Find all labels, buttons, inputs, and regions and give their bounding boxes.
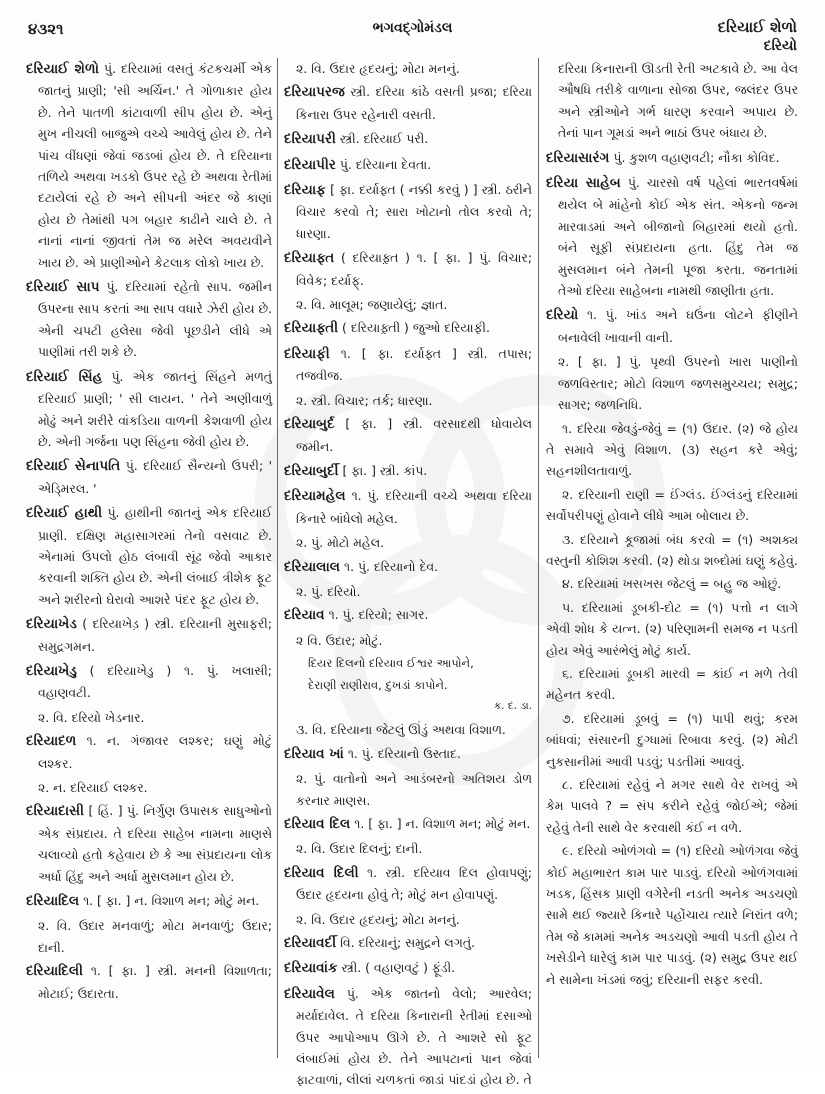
sense: ૨ વિ. ઉદાર; મોટું. — [296, 632, 383, 648]
column-2 — [284, 58, 532, 1094]
dictionary-entry — [546, 147, 798, 169]
dictionary-entry — [26, 960, 272, 1004]
headword: દરિયાબુર્દી — [284, 462, 339, 479]
definition: ૧. પું. દરિયો; સાગર. — [328, 607, 429, 623]
verse-quote: દેરાણી રાણીરાવ, દુખડાં કાપોને. — [308, 677, 448, 692]
definition: પું. ચારસો વર્ષ પહેલાં ભારતવર્ષમાં થયેલ બે માંહેનો કોઈ એક સંત. એકનો જન્મ મારવાડમાં અને બીજાનો બિહારમાં થયો હતો. બંને સૂફી સંપ્રદાયના હતા. હિંદુ તેમ જ મુસલમાન બંને તેમની પૂજા કરતા. જનતામાં તેઓ દરિયા સાહેબના નામથી જાણીતા હતા. — [558, 175, 798, 299]
sense: ૨. વિ. ઉદાર મનવાળું; મોટા મનવાળું; ઉદાર; દાની. — [38, 918, 272, 955]
headword: દરિયાઈ શેળો — [26, 61, 99, 77]
idiom: ૬. દરિયામાં ડૂબકી મારવી = કાંઈ ન મળે તેવી મહેનત કરવી. — [546, 665, 798, 703]
continued-sense: ૨. વિ. ઉદાર હૃદયનું; મોટા મનનું. — [296, 61, 460, 76]
definition: પું. એક જાતનું સિંહને મળતું દરિયાઈ પ્રાણી; ' સી લાયન. ' તેને અણીવાળું મોઢું અને શરીરે વાંકડિયા વાળની કેશવાળી હોય છે. એની ગર્જના પણ સિંહના જેવી હોય છે. — [38, 368, 272, 449]
continued-definition: દરિયા કિનારાની ઊડતી રેતી અટકાવે છે. આ વેલ ઔષધિ તરીકે વાળાના સોજા ઉપર, જલંદર ઉપર અને સ્ત્રીઓને ગર્ભ ધારણ કરવાને અપાય છે. તેનાં પાન ગૂમડાં અને ભાઠાં ઉપર બંધાય છે. — [558, 61, 798, 141]
definition: પું. હાથીની જાતનું એક દરિયાઈ પ્રાણી. દક્ષિણ મહાસાગરમાં તેનો વસવાટ છે. એનામાં ઉપલો હોઠ લંબાવી સૂંઢ જેવો આકાર કરવાની શક્તિ હોય છે. એની લંબાઈ ત્રીશેક ફૂટ અને શરીરનો ઘેરાવો આશરે પંદર ફૂટ હોય છે. — [38, 505, 272, 607]
citation: ક. દ. ડા. — [493, 699, 532, 712]
headword: દરિયાલાલ — [284, 558, 341, 575]
dictionary-entry — [26, 613, 272, 657]
verse-quote: દિયર દિલનો દરિયાવ ઈશ્વર આપોને, — [308, 656, 474, 671]
headword: દરિયાખેડ — [26, 616, 77, 633]
definition: વિ. દરિયાનું; સમુદ્રને લગતું. — [340, 935, 475, 951]
column-divider — [277, 58, 278, 1058]
dictionary-entry — [26, 455, 272, 499]
sense: ૨. વિ. ઉદાર હૃદયનું; મોટા મનનું. — [296, 911, 460, 927]
headword: દરિયાપરી — [284, 131, 336, 148]
sense: ૨. વિ. માલૂમ; જણાયેલું; જ્ઞાત. — [296, 297, 448, 313]
headword: દરિયાફ — [284, 182, 326, 199]
dictionary-entry — [284, 154, 532, 176]
headword: દરિયાપરજ — [284, 84, 345, 101]
definition: ( દરિયાખેડ઼ ) સ્ત્રી. દરિયાની મુસાફરી; સમુદ્રગમન. — [38, 616, 272, 654]
headword: દરિયામહેલ — [284, 488, 346, 505]
definition: ૧. પું. ખાંડ અને ઘઉંના લોટને ફીણીને બનાવેલી ખાવાની વાની. — [558, 307, 798, 345]
headword: દરિયાવ દિલ — [284, 816, 351, 832]
page-number: ૪૩૨૧ — [28, 20, 64, 38]
definition: પું. એક જાતનો વેલો; આરવેલ; મર્યાદાવેલ. તે દરિયા કિનારાની રેતીમાં દસાઓ ઉપર આપોઆપ ઊગે છે. તે આશરે સો ફૂટ લંબાઈમાં હોય છે. તેને આપટાનાં પાન જેવાં ફાટવાળાં, લીલાં ચળકતાં જાડાં પાંદડાં હોય છે. તે — [296, 985, 532, 1088]
definition: [ ફા. દર્યાફ્ત ( નક્કી કરવું ) ] સ્ત્રી. ઠરીને વિચાર કરવો તે; સારા ખોટાનો તોલ કરવો તે; ધારણા. — [296, 182, 532, 241]
headword: દરિયાઈ સેનાપતિ — [26, 458, 121, 475]
idiom: ૨. દરિયાની રાણી = ઈંગ્લંડ. ઈંગ્લંડનું દરિયામાં સર્વોપરીપણું હોવાને લીધે આમ બોલાય છે. — [546, 486, 798, 524]
dictionary-entry — [26, 800, 272, 887]
dictionary-entry — [546, 172, 798, 301]
dictionary-entry — [26, 890, 272, 912]
headword: દરિયાફી — [284, 345, 330, 362]
definition: [ ફા. ] સ્ત્રી. વરસાદથી ધોવાયેલ જમીન. — [296, 416, 532, 454]
dictionary-entry — [284, 128, 532, 150]
definition: ૧. ન. ગંજાવર લશ્કર; ઘણું મોટું લશ્કર. — [38, 733, 272, 771]
definition: ૧. [ ફા. દર્યાફ્ત ] સ્ત્રી. તપાસ; તજવીજ. — [296, 345, 532, 384]
column-1 — [26, 58, 272, 1007]
guide-word-last: દરિયો — [763, 38, 797, 54]
idiom: ૯. દરિયો ઓળંગવો = (૧) દરિયો ઓળંગવા જેવું કોઈ મહાભારત કામ પાર પાડવું. દરિયો ઓળંગવામાં ખડક, હિંસક પ્રાણી વગેરેની નડતી અનેક અડચણો સામે થઈ જ્યારે કિનારે પહોંચાય ત્યારે નિરાંત વળે; તેમ જે કામમાં અનેક અડચણો આવી પડતી હોય તે ખસેડીને ધારેલું કામ પાર પાડવું. (૨) સમુદ્ર ઉપર થઈ ને સામેના ખંડમાં જવું; દરિયાની સફર કરવી. — [546, 843, 798, 987]
dictionary-entry — [284, 485, 532, 529]
headword: દરિયાદિલી — [26, 963, 83, 980]
definition: [ ફા. ] સ્ત્રી. કાંપ. — [342, 462, 428, 478]
sense: ૨. પું. વાતોનો અને આડંબરનો અતિશય ડોળ કરનાર માણસ. — [296, 771, 532, 808]
dictionary-entry — [26, 366, 272, 453]
headword: દરિયાઈ સિંહ — [26, 368, 103, 385]
definition: [ હિં. ] પું. નિર્ગુણ ઉપાસક સાધુઓનો એક સંપ્રદાય. તે દરિયા સાહેબ નામના માણસે ચલાવ્યો હતો કહેવાય છે કે આ સંપ્રદાયના લોક અર્ધા હિંદુ અને અર્ધા મુસલમાન હોય છે. — [38, 803, 272, 884]
dictionary-entry — [284, 957, 532, 979]
definition: ૧. પું. દરિયાનો ઉસ્તાદ. — [347, 745, 461, 761]
headword: દરિયાસારંગ — [546, 149, 610, 166]
idiom: ૩. દરિયાને કૂજામાં બંધ કરવો = (૧) અશક્ય વસ્તુની કોશિશ કરવી. (૨) થોડા શબ્દોમાં ઘણું કહેવું. — [546, 531, 798, 568]
dictionary-entry — [284, 179, 532, 244]
sense: ૨. વિ. ઉદાર દિલનું; દાની. — [296, 841, 423, 857]
dictionary-entry — [546, 304, 798, 348]
headword: દરિયાવ ખાં — [284, 745, 344, 762]
dictionary-entry — [26, 58, 272, 273]
headword: દરિયાવ દિલી — [284, 864, 359, 881]
dictionary-entry — [284, 81, 532, 125]
definition: પું. દરિયામાં વસતું કંટકચર્મી એક જાતનું પ્રાણી; 'સી અર્ચિન.' તે ગોળાકાર હોય છે. તેને પાતળી કાંટાવાળી સીપ હોય છે. એનું મુખ નીચલી બાજુએ વચ્ચે આવેલું હોય છે. તેને પાંચ વીંધણાં જેવાં જડબાં હોય છે. તે દરિયાના તળિયે અથવા ખડકો ઉપર રહે છે અથવા રેતીમાં દટાયેલાં રહે છે અને સીપની અંદર જે કાણાં હોય છે તેમાંથી પગ બહાર કાઢીને ચાલે છે. તે નાનાં નાનાં જીવતાં તેમ જ મરેલ અવયવીને ખાય છે. એ પ્રાણીઓને કેટલાક લોકો ખાય છે. — [38, 61, 272, 270]
dictionary-entry — [284, 556, 532, 578]
headword: દરિયાવેલ — [284, 985, 335, 1002]
headword: દરિયાફ્તી — [284, 320, 339, 337]
dictionary-entry — [284, 813, 532, 835]
column-divider — [538, 58, 539, 1058]
dictionary-entry — [26, 660, 272, 704]
headword: દરિયાવર્દી — [284, 935, 337, 952]
headword: દરિયાદાસી — [26, 803, 84, 820]
dictionary-entry — [284, 317, 532, 339]
dictionary-entry — [284, 604, 532, 626]
dictionary-entry — [26, 502, 272, 610]
headword: દરિયાઈ હાથી — [26, 505, 103, 522]
sense: ૨. પું. દરિયો. — [296, 583, 361, 599]
headword: દરિયાવાંક — [284, 960, 338, 977]
definition: સ્ત્રી. દરિયા કાંઠે વસતી પ્રજા; દરિયા કિનારા ઉપર રહેનારી વસતી. — [296, 84, 532, 122]
headword: દરિયો — [546, 307, 579, 324]
definition: ૧. પું. દરિયાનો દેવ. — [344, 558, 439, 574]
definition: ૧. પું. દરિયાની વચ્ચે અથવા દરિયા કિનારે બાંધેલો મહેલ. — [296, 488, 532, 526]
definition: પું. દરિયામાં રહેતો સાપ. જમીન ઉપરના સાપ કરતાં આ સાપ વધારે ઝેરી હોય છે. એની ચપટી હલેસા જેવી પૂછડીને લીધે એ પાણીમાં તરી શકે છે. — [38, 279, 272, 360]
headword: દરિયાપીર — [284, 156, 336, 173]
dictionary-entry — [26, 276, 272, 363]
sense: ૩. વિ. દરિયાના જેટલું ઊંડું અથવા વિશાળ. — [296, 722, 506, 738]
headword: દરિયાફ્ત — [284, 250, 335, 267]
dictionary-entry — [26, 730, 272, 774]
sense: ૨. ન. દરિયાઈ લશ્કર. — [38, 780, 148, 795]
dictionary-entry — [284, 983, 532, 1091]
definition: ( દરિયાફ઼્ત ) ૧. [ ફા. ] પું. વિચાર; વિવેક; દર્યાફ્. — [296, 250, 532, 288]
dictionary-entry — [284, 743, 532, 765]
column-3 — [546, 58, 798, 992]
definition: પું. દરિયાના દેવતા. — [339, 156, 432, 172]
sense: ૨. [ ફા. ] પું. પૃથ્વી ઉપરનો ખારા પાણીનો જળવિસ્તાર; મોટો વિશાળ જળસમુચ્ચય; સમુદ્ર; સાગર; જળનિધિ. — [558, 354, 798, 413]
dictionary-entry — [284, 460, 532, 482]
definition: પું. દરિયાઈ સૈન્યનો ઉપરી; ' એડ્મિરલ. ' — [38, 458, 272, 496]
sense: ૨. વિ. દરિયો ખેડનાર. — [38, 709, 145, 725]
headword: દરિયાખેડુ — [26, 662, 77, 679]
definition: પું. કુશળ વહાણવટી; નૌકા કોવિદ. — [613, 149, 780, 165]
guide-word-first: દરિયાઈ શેળો — [717, 18, 797, 36]
dictionary-entry — [284, 247, 532, 291]
definition: સ્ત્રી. દરિયાઈ પરી. — [339, 131, 429, 147]
dictionary-entry — [284, 413, 532, 457]
page-header — [0, 14, 825, 54]
idiom: ૧. દરિયા જેવડું-જેવું = (૧) ઉદાર. (૨) જે હોય તે સમાવે એવું વિશાળ. (૩) સહન કરે એવું; સહનશીલતાવાળું. — [546, 420, 798, 479]
dictionary-entry — [284, 343, 532, 387]
definition: સ્ત્રી. ( વહાણવટું ) ફૂંડી. — [341, 960, 456, 976]
definition: ૧. [ ફા. ] સ્ત્રી. મનની વિશાળતા; મોટાઈ; ઉદારતા. — [38, 963, 272, 1001]
book-title: ભગવદ્ગોમંડલ — [372, 20, 453, 36]
sense: ૨. સ્ત્રી. વિચાર; તર્ક; ધારણા. — [296, 392, 433, 408]
definition: ૧. [ ફા. ] ન. વિશાળ મન; મોટું મન. — [83, 893, 260, 909]
headword: દરિયાબુર્દ — [284, 416, 335, 433]
definition: ( દરિયાફ઼્તી ) જુઓ દરિયાફી. — [342, 320, 490, 336]
dictionary-entry — [284, 862, 532, 906]
sense: ૨. પું. મોટો મહેલ. — [296, 535, 385, 551]
headword: દરિયાદિલ — [26, 893, 80, 910]
headword: દરિયાવ — [284, 607, 325, 624]
idiom: ૮. દરિયામાં રહેવું ને મગર સાથે વેર રાખવું એ કેમ પાલવે ? = સંપ કરીને રહેવું જોઈએ; જેમાં રહેવું તેની સાથે વેર કરવાથી કંઈ ન વળે. — [546, 777, 798, 835]
idiom: ૫. દરિયામાં ડૂબકી-દોટ = (૧) પત્તો ન લાગે એવી શોધ કે યત્ન. (૨) પરિણામની સમજ ન પડતી હોય એવું આરંભેલું મોટું કાર્ય. — [546, 599, 798, 658]
idiom: ૪. દરિયામાં ખસખસ જેટલું = બહુ જ ઓછું. — [562, 576, 782, 592]
headword: દરિયાઈ સાપ — [26, 279, 100, 296]
headword: દરિયા સાહેબ — [546, 175, 621, 192]
idiom: ૭. દરિયામાં ડૂબવું = (૧) પાપી થવું; કરમ બાંધવાં; સંસારની દુગ્ધામાં રિબાવા કરવું. (૨) મોટી નુકસાનીમાં આવી પડવું; પડતીમાં આવવું. — [546, 710, 798, 769]
definition: ( દરિયાખેડ઼ુ ) ૧. પું. ખલાસી; વહાણવટી. — [38, 662, 272, 701]
headword: દરિયાદળ — [26, 733, 77, 750]
dictionary-entry — [284, 932, 532, 954]
definition: ૧. [ ફા. ] ન. વિશાળ મન; મોટું મન. — [354, 816, 531, 831]
definition: ૧. સ્ત્રી. દરિયાવ દિલ હોવાપણું; ઉદાર હૃદયના હોવું તે; મોટું મન હોવાપણું. — [296, 864, 532, 903]
